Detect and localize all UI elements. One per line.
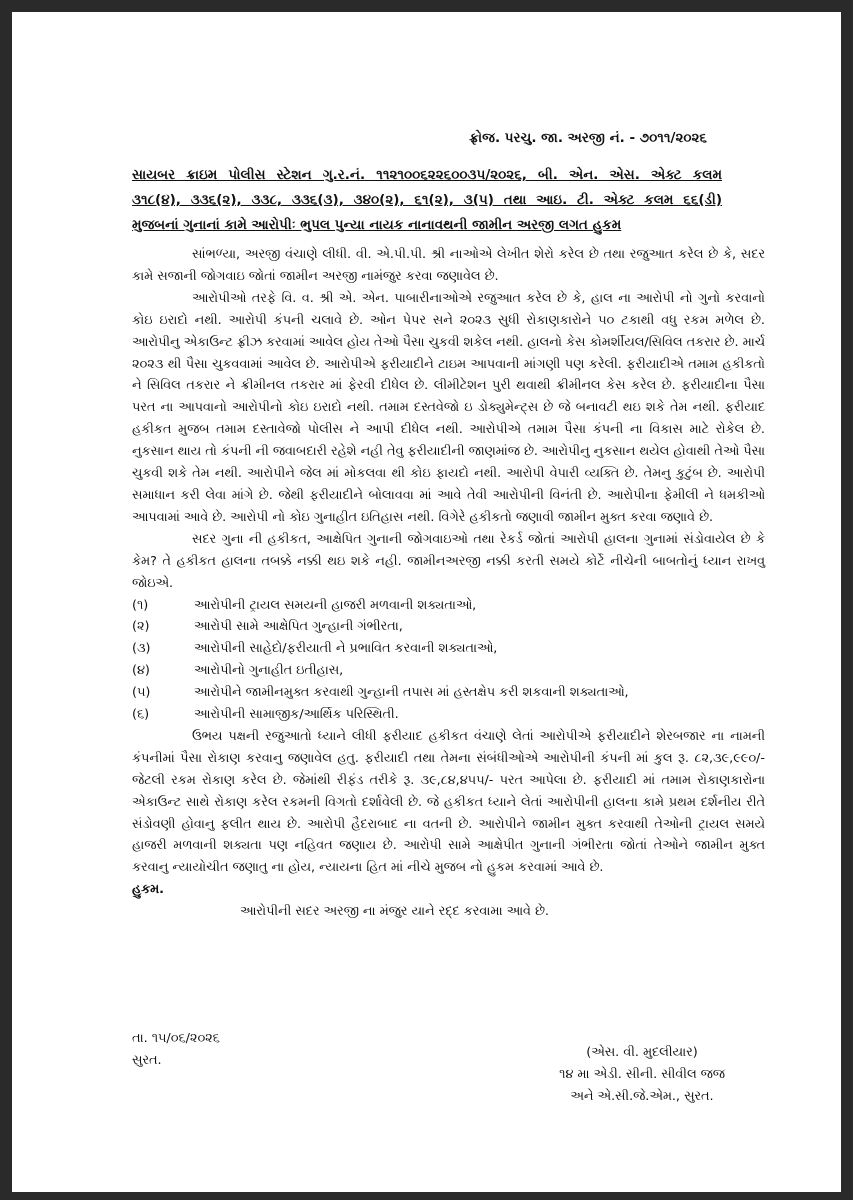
heading-line: સાયબર ક્રાઇમ પોલીસ સ્ટેશન ગુ.ર.નં. ૧૧૨૧૦૦૬૨૨૬૦૦૩૫/૨૦૨૬, બી. એન. એસ. એક્ટ કલમ [132, 167, 722, 183]
list-item [132, 595, 765, 617]
judge-name: (એસ. વી. મુદલીયાર) [586, 1045, 698, 1060]
judge-designation: ૧૪ મા એડી. સીની. સીવીલ જજ [559, 1067, 725, 1082]
judge-court: અને એ.સી.જે.એમ., સુરત. [570, 1089, 714, 1104]
list-number: (૬) [132, 707, 150, 723]
criteria-list [132, 595, 765, 726]
paragraph-app-submission: સાંભળ્યા, અરજી વંચાણે લીધી. વી. એ.પી.પી. શ્રી નાઓએ લેખીત શેરો કરેલ છે તથા રજુઆત કરેલ છે કે, સદર કામે સજાની જોગવાઇ જોતાં જામીન અરજી નામંજુર કરવા જણાવેલ છે. [132, 247, 765, 284]
list-number: (૪) [132, 663, 150, 679]
list-text: આરોપીને જામીનમુક્ત કરવાથી ગુન્હાની તપાસ માં હસ્તક્ષેપ કરી શકવાની શક્યતાઓ, [194, 685, 629, 701]
date-place-block [132, 1028, 220, 1072]
signature-block [532, 1042, 752, 1108]
order-place: સુરત. [132, 1053, 162, 1068]
order-body [132, 244, 765, 923]
list-text: આરોપીની સામાજીક/આર્થિક પરિસ્થિતી. [194, 707, 399, 723]
order-heading [132, 163, 722, 238]
list-item [132, 660, 765, 682]
heading-line: મુજબનાં ગુનાનાં કામે આરોપીઃ ભુપલ પુન્યા નાયક નાનાવથની જામીન અરજી લગત હુકમ [132, 217, 622, 233]
list-item [132, 616, 765, 638]
list-number: (૧) [132, 597, 149, 613]
paragraph-court-considerations: સદર ગુના ની હકીકત, આક્ષેપિત ગુનાની જોગવાઇઓ તથા રેકર્ડ જોતાં આરોપી હાલના ગુનામાં સંડોવાયેલ છે કે કેમ? તે હકીકત હાલના તબક્કે નક્કી થઇ શકે નહી. જામીનઅરજી નક્કી કરતી સમયે કોર્ટે નીચેની બાબતોનું ધ્યાન રાખવુ જોઇએ. [132, 531, 765, 591]
list-text: આરોપીની સાહેદો/ફરીયાતી ને પ્રભાવિત કરવાની શક્યતાઓ, [194, 641, 498, 657]
list-number: (૩) [132, 641, 151, 657]
order-title: હુકમ. [132, 882, 165, 898]
order-date: તા. ૧૫/૦૬/૨૦૨૬ [132, 1031, 220, 1046]
list-number: (૫) [132, 685, 151, 701]
order-text: આરોપીની સદર અરજી ના મંજુર યાને રદ્દ કરવામા આવે છે. [240, 904, 549, 920]
list-item [132, 638, 765, 660]
paragraph-defense-submission: આરોપીઓ તરફે વિ. વ. શ્રી એ. એન. પાબારીનાઓએ રજુઆત કરેલ છે કે, હાલ ના આરોપી નો ગુનો કરવાનો કોઇ ઇરાદો નથી. આરોપી કંપની ચલાવે છે. ઓન પેપર સને ૨૦૨૩ સુધી રોકાણકારોને ૫૦ ટકાથી વધુ રકમ મળેલ છે. આરોપીનુ એકાઉન્ટ ફ્રીઝ કરવામાં આવેલ હોય તેઓ પૈસા ચુકવી શકેલ નથી. હાલનો કેસ કોમર્શીયલ/સિવિલ તકરાર છે. માર્ચ ૨૦૨૩ થી પૈસા ચુકવવામાં આવેલ છે. આરોપીએ ફરીયાદીને ટાઇમ આપવાની માંગણી પણ કરેલી. ફરીયાદીએ તમામ હકીકતો ને સિવિલ તકરાર ને ક્રીમીનલ તકરાર માં ફેરવી દીધેલ છે. લીમીટેશન પુરી થવાથી ક્રીમીનલ કેસ કરેલ છે. ફરીયાદીના પૈસા પરત ના આપવાનો આરોપીનો કોઇ ઇરાદો નથી. તમામ દસ્તવેજો ઇ ડોક્યુમેન્ટ્સ છે જે બનાવટી થઇ શકે તેમ નથી. ફરીયાદ હકીકત મુજબ તમામ દસ્તાવેજો પોલીસ ને આપી દીધેલ નથી. આરોપીએ તમામ પૈસા કંપની ના વિકાસ માટે રોકેલ છે. નુકસાન થાય તો કંપની ની જવાબદારી રહેશે નહી તેવુ ફરીયાદીની જાણમાંજ છે. આરોપીનુ નુકસાન થયેલ હોવાથી તેઓ પૈસા ચુકવી શકે તેમ નથી. આરોપીને જેલ માં મોકલવા થી કોઇ ફાયદો નથી. આરોપી વેપારી વ્યક્તિ છે. તેમનુ કુટુંબ છે. આરોપી સમાધાન કરી લેવા માંગે છે. જેથી ફરીયાદીને બોલાવવા માં આવે તેવી આરોપીની વિનંતી છે. આરોપીના ફેમીલી ને ધમકીઓ આપવામાં આવે છે. આરોપી નો કોઇ ગુનાહીત ઇતિહાસ નથી. વિગેરે હકીકતો જણાવી જામીન મુક્ત કરવા જણાવે છે. [132, 290, 765, 525]
list-text: આરોપીનો ગુનાહીત ઇતીહાસ, [194, 663, 344, 679]
list-item [132, 682, 765, 704]
list-number: (૨) [132, 619, 150, 635]
case-number: ફ્રોજ. પરચુ. જા. અરજી નં. - ૭૦૧૧/૨૦૨૬ [469, 130, 707, 146]
list-text: આરોપીની ટ્રાયલ સમયની હાજરી મળવાની શક્યતાઓ, [194, 597, 477, 613]
list-text: આરોપી સામે આક્ષેપિત ગુન્હાની ગંભીરતા, [194, 619, 403, 635]
paragraph-findings: ઉભય પક્ષની રજુઆતો ધ્યાને લીધી ફરીયાદ હકીકત વંચાણે લેતાં આરોપીએ ફરીયાદીને શેરબજાર ના નામની કંપનીમાં પૈસા રોકાણ કરવાનુ જણાવેલ હતુ. ફરીયાદી તથા તેમના સંબંધીઓએ આરોપીની કંપની માં કુલ રૂ. ૮૨,૩૯,૯૯૦/- જેટલી રકમ રોકાણ કરેલ છે. જેમાંથી રીફંડ તરીકે રૂ. ૩૯,૮૪,૪૫૫/- પરત આપેલા છે. ફરીયાદી માં તમામ રોકાણકારોના એકાઉન્ટ સાથે રોકાણ કરેલ રકમની વિગતો દર્શાવેલી છે. જે હકીકત ધ્યાને લેતાં આરોપીની હાલના કામે પ્રથમ દર્શનીય રીતે સંડોવણી હોવાનુ ફલીત થાય છે. આરોપી હૈદરાબાદ ના વતની છે. આરોપીને જામીન મુક્ત કરવાથી તેઓની ટ્રાયલ સમયે હાજરી મળવાની શક્યતા પણ નહિવત જણાય છે. આરોપી સામે આક્ષેપીત ગુનાની ગંભીરતા જોતાં તેઓને જામીન મુક્ત કરવાનુ ન્યાયોચીત જણાતુ ના હોય, ન્યાયના હિત માં નીચે મુજબ નો હુકમ કરવામાં આવે છે. [132, 728, 765, 876]
document-page [12, 12, 841, 1192]
heading-line: ૩૧૮(૪), ૩૩૬(૨), ૩૩૮, ૩૩૬(૩), ૩૪૦(૨), ૬૧(૨), ૩(૫) તથા આઇ. ટી. એક્ટ કલમ ૬૬(ડી) [132, 192, 722, 208]
list-item [132, 704, 765, 726]
